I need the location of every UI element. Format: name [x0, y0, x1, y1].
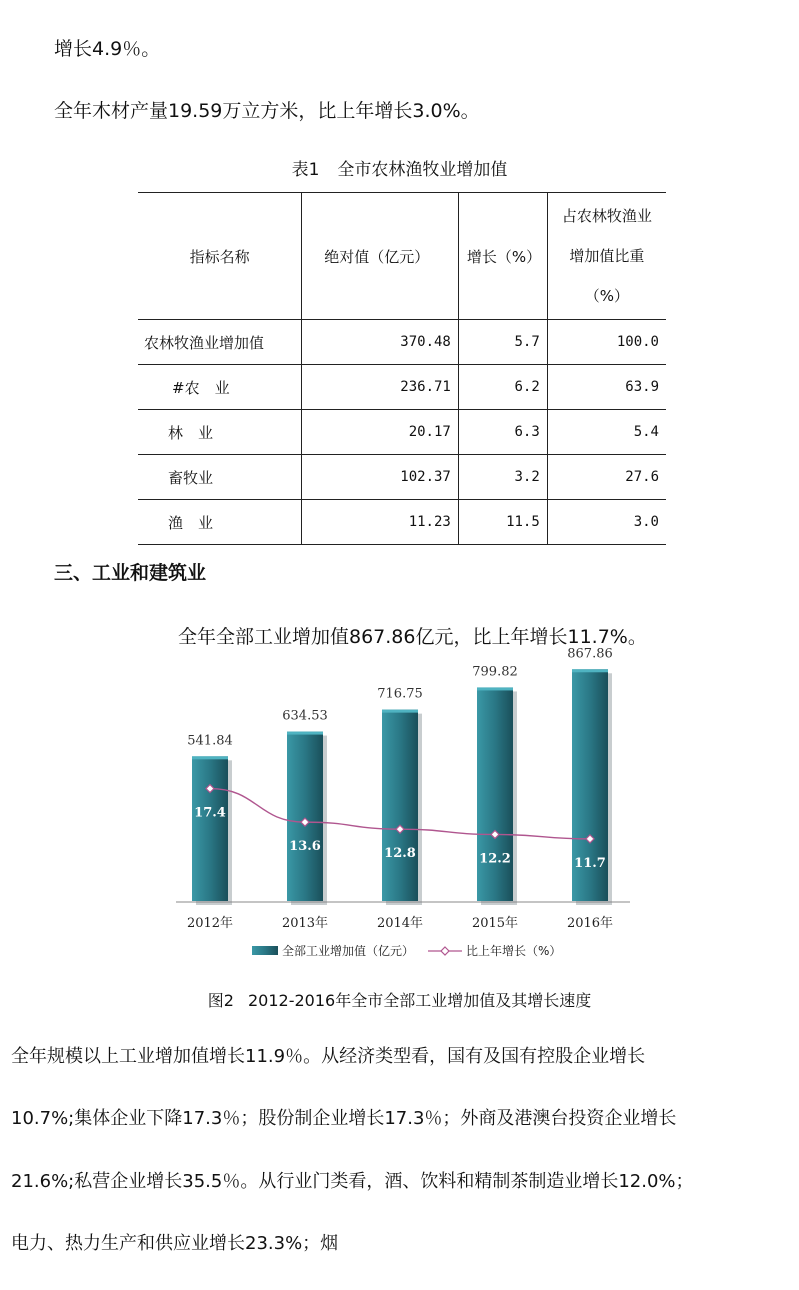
bar [382, 710, 418, 901]
figure-title: 2012-2016年全市全部工业增加值及其增长速度 [247, 991, 592, 1010]
table-row [138, 455, 666, 500]
legend-diamond-icon [441, 947, 449, 955]
body-text-line: 全年规模以上工业增加值增长11.9％。从经济类型看，国有及国有控股企业增长 [11, 1046, 646, 1067]
row-growth: 11.5 [458, 500, 547, 545]
row-growth: 6.2 [458, 365, 547, 410]
header-share-line3: （%） [584, 287, 630, 305]
table-caption [0, 155, 799, 180]
row-share: 100.0 [547, 320, 666, 365]
row-growth: 6.3 [458, 410, 547, 455]
body-text-line: 电力、热力生产和供应业增长23.3%；烟 [11, 1233, 339, 1254]
row-name: #农 业 [138, 365, 302, 410]
growth-value-label: 12.8 [384, 846, 416, 862]
agri-value-table [138, 192, 666, 545]
growth-value-label: 13.6 [289, 839, 321, 855]
bar [192, 756, 228, 901]
x-tick-label: 2013年 [281, 916, 329, 931]
x-tick-label: 2016年 [566, 916, 614, 931]
row-value: 20.17 [302, 410, 459, 455]
row-value: 370.48 [302, 320, 459, 365]
row-name: 农林牧渔业增加值 [138, 320, 302, 365]
bar [477, 687, 513, 901]
growth-value-label: 11.7 [574, 855, 606, 871]
bar-top [382, 710, 418, 713]
bar-value-label: 867.86 [567, 646, 613, 662]
bar-top [287, 732, 323, 735]
x-tick-label: 2014年 [376, 916, 424, 931]
paragraph-text: 全年木材产量19.59万立方米，比上年增长3.0%。 [54, 100, 480, 122]
row-share: 5.4 [547, 410, 666, 455]
body-text-line: 21.6%;私营企业增长35.5％。从行业门类看，酒、饮料和精制茶制造业增长12.0%； [11, 1171, 694, 1192]
body-text-line: 10.7%;集体企业下降17.3％；股份制企业增长17.3％；外商及港澳台投资企业增长 [11, 1108, 677, 1129]
bar-value-label: 799.82 [472, 664, 518, 680]
bar-top [192, 756, 228, 759]
row-value: 236.71 [302, 365, 459, 410]
growth-value-label: 12.2 [479, 851, 511, 867]
row-growth: 5.7 [458, 320, 547, 365]
legend-bar-swatch [252, 946, 278, 955]
row-share: 3.0 [547, 500, 666, 545]
industry-value-chart [150, 646, 650, 980]
header-share-line1: 占农林牧渔业 [561, 207, 652, 225]
table-row [138, 365, 666, 410]
row-name: 畜牧业 [138, 455, 302, 500]
bar-top [477, 687, 513, 690]
paragraph-text: 全年全部工业增加值867.86亿元，比上年增长11.7%。 [178, 626, 647, 648]
header-growth: 增长（%） [458, 193, 547, 320]
row-growth: 3.2 [458, 455, 547, 500]
bar-series [187, 646, 613, 905]
paragraph-text: 增长4.9％。 [54, 38, 161, 60]
growth-value-label: 17.4 [194, 805, 226, 821]
header-indicator: 指标名称 [138, 193, 302, 320]
bar-value-label: 541.84 [187, 733, 233, 749]
row-share: 27.6 [547, 455, 666, 500]
header-share-line2: 增加值比重 [569, 247, 645, 265]
bar-top [572, 669, 608, 672]
legend-line-label: 比上年增长（%） [466, 944, 562, 958]
figure-caption [0, 988, 799, 1011]
legend-bar-label: 全部工业增加值（亿元） [282, 944, 415, 958]
bar-value-label: 716.75 [377, 686, 423, 702]
table-row [138, 500, 666, 545]
x-tick-label: 2015年 [471, 916, 519, 931]
table-number: 表1 [291, 160, 320, 180]
x-axis-labels [176, 902, 630, 931]
section-heading: 三、工业和建筑业 [54, 562, 207, 584]
chart-legend [252, 943, 561, 958]
row-name: 林 业 [138, 410, 302, 455]
row-name: 渔 业 [138, 500, 302, 545]
table-title: 全市农林渔牧业增加值 [337, 160, 508, 180]
figure-number: 图2 [207, 991, 234, 1010]
table-header-row [138, 193, 666, 320]
table-row [138, 320, 666, 365]
header-absolute-value: 绝对值（亿元） [302, 193, 459, 320]
x-tick-label: 2012年 [186, 916, 234, 931]
row-share: 63.9 [547, 365, 666, 410]
bar-value-label: 634.53 [282, 708, 328, 724]
header-share [547, 193, 666, 320]
bar [287, 732, 323, 901]
table-row [138, 410, 666, 455]
row-value: 11.23 [302, 500, 459, 545]
row-value: 102.37 [302, 455, 459, 500]
